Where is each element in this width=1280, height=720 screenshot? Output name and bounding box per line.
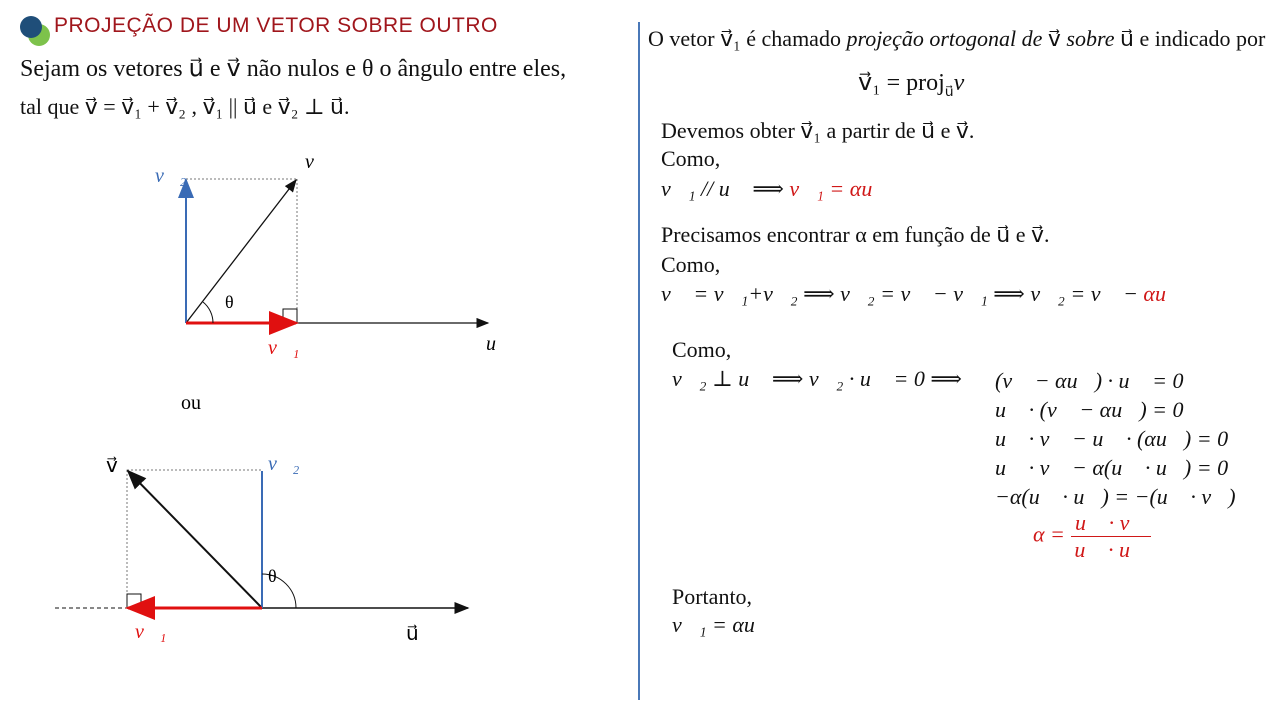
label-theta: θ [268,566,277,586]
label-v: v⃗ [106,455,118,477]
equation-line: v⃗₂ ⊥ u⃗ ⟹ v⃗₂ · u⃗ = 0 ⟹ [672,366,962,391]
text-line: Como, [661,146,721,171]
equation-line: v⃗ = v⃗₁+v⃗₂ ⟹ v⃗₂ = v⃗ − v⃗₁ ⟹ v⃗₂ = v⃗ − αu⃗ [661,281,1184,306]
column-divider [638,22,640,700]
label-u: u⃗ [486,333,512,355]
page-title: PROJEÇÃO DE UM VETOR SOBRE OUTRO [54,14,498,37]
text-line: Precisamos encontrar α em função de u⃗ e v⃗. [661,222,1050,247]
equation-line: v⃗₁ // u⃗ ⟹ v⃗₁ = αu⃗ [661,176,890,201]
intro-line-1: Sejam os vetores u⃗ e v⃗ não nulos e θ o ângulo entre eles, [20,56,567,82]
label-u: u⃗ [406,623,419,645]
definition-text: O vetor v⃗₁ é chamado projeção ortogonal de v⃗ sobre u⃗ e indicado por [648,26,1266,51]
label-v2: v⃗₂ [268,453,300,475]
projection-diagrams [0,130,638,690]
text-line: Portanto, [672,584,753,609]
or-label: ou [181,392,201,414]
diagram-2 [55,453,468,645]
text-line: Como, [661,252,721,277]
label-v1: v⃗₁ [135,621,167,643]
intro-line-2: tal que v⃗ = v⃗₁ + v⃗₂ , v⃗₁ || u⃗ e v⃗₂ ⊥ u⃗. [20,94,350,119]
label-theta: θ [225,292,234,312]
right-angle-mark [283,309,297,323]
text-line: Como, [672,337,732,362]
section-bullet-icon [18,14,52,48]
label-v2: v⃗₂ [155,165,187,187]
derivation-steps: (v⃗ − αu⃗) · u⃗ = 0 u⃗ · (v⃗ − αu⃗) = 0 u⃗ · v⃗ − u⃗ · (αu⃗) = 0 u⃗ · v⃗ − α(u⃗ · u⃗) = 0 −α(u⃗ · u⃗) = −(u⃗ · v⃗) [995,368,1236,509]
vector-v [128,471,262,608]
alpha-result: α = $\frac{u⃗ \cdot v⃗}{u⃗ \cdot u⃗}$ [1033,510,1151,563]
diagram-1 [155,151,512,359]
vector-v [186,180,296,323]
text-line: Devemos obter v⃗₁ a partir de u⃗ e v⃗. [661,118,975,143]
label-v1: v⃗₁ [268,337,300,359]
conclusion-equation: v⃗₁ = αu⃗ [672,612,773,637]
label-v: v⃗ [305,151,330,173]
projection-notation: v⃗₁ = proj$_{u⃗}$v⃗ [858,70,983,100]
right-angle-mark [127,594,141,608]
